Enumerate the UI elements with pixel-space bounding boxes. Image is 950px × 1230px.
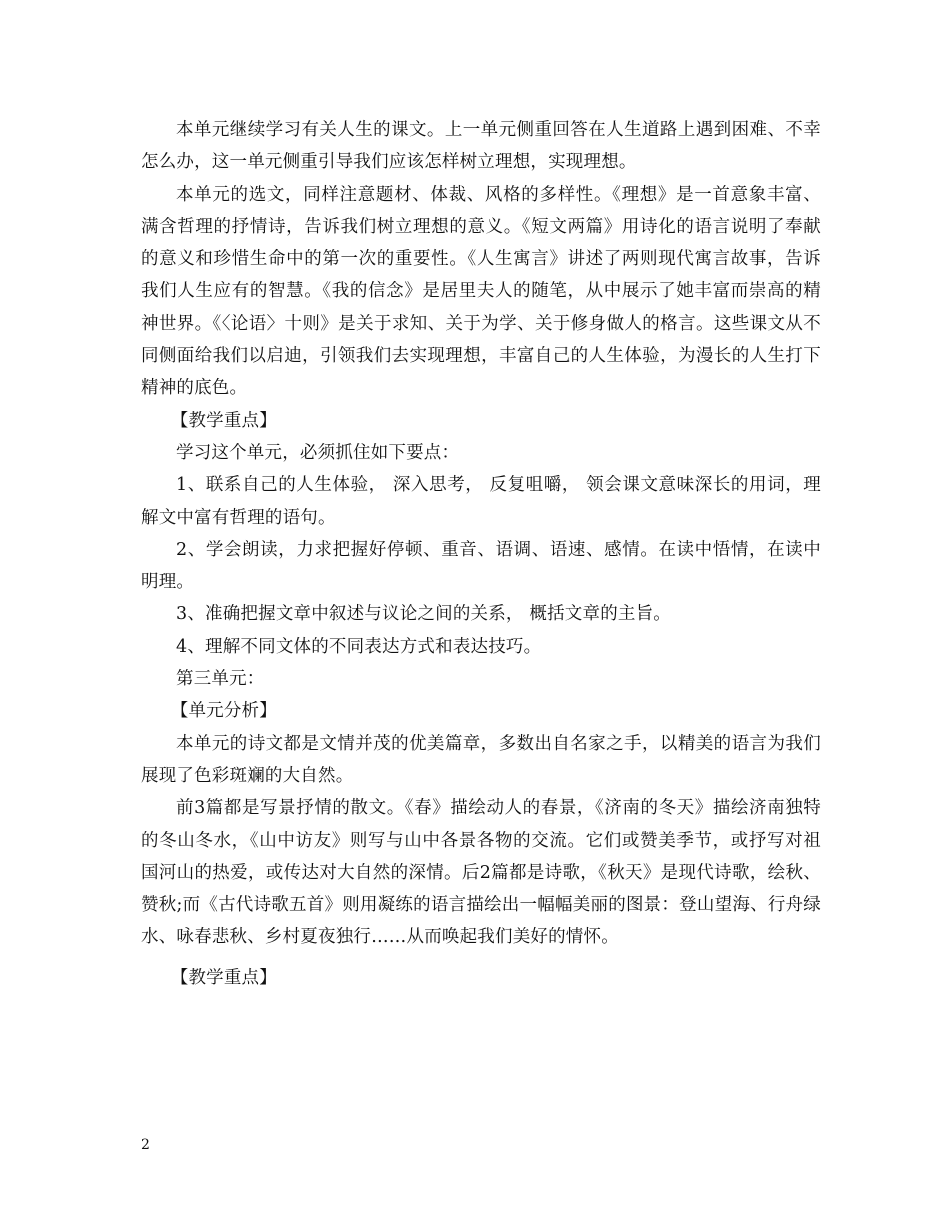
heading-teaching-focus-2: 【教学重点】	[170, 967, 277, 988]
paragraph-unit-intro: 本单元继续学习有关人生的课文。上一单元侧重回答在人生道路上遇到困难、不幸怎么办，这一单元侧重引导我们应该怎样树立理想，实现理想。	[141, 120, 821, 173]
paragraph-unit-three-intro: 本单元的诗文都是文情并茂的优美篇章，多数出自名家之手，以精美的语言为我们展现了色彩斑斓的大自然。	[141, 733, 821, 786]
paragraph-key-points-intro: 学习这个单元，必须抓住如下要点：	[176, 442, 460, 463]
page-content	[141, 114, 821, 994]
page-number: 2	[141, 1137, 150, 1153]
paragraph-selection-overview: 本单元的选文，同样注意题材、体裁、风格的多样性。《理想》是一首意象丰富、满含哲理的抒情诗，告诉我们树立理想的意义。《短文两篇》用诗化的语言说明了奉献的意义和珍惜生命中的第一次的重要性。《人生寓言》讲述了两则现代寓言故事，告诉我们人生应有的智慧。《我的信念》是居里夫人的随笔，从中展示了她丰富而崇高的精神世界。《〈论语〉十则》是关于求知、关于为学、关于修身做人的格言。这些课文从不同侧面给我们以启迪，引领我们去实现理想，丰富自己的人生体验，为漫长的人生打下精神的底色。	[141, 184, 821, 399]
heading-teaching-focus: 【教学重点】	[170, 410, 277, 431]
list-item-point-1: 1、联系自己的人生体验， 深入思考， 反复咀嚼， 领会课文意味深长的用词，理解文中富有哲理的语句。	[141, 475, 821, 528]
list-item-point-3: 3、准确把握文章中叙述与议论之间的关系， 概括文章的主旨。	[176, 604, 671, 625]
paragraph-unit-three-details: 前3篇都是写景抒情的散文。《春》描绘动人的春景，《济南的冬天》描绘济南独特的冬山冬水，《山中访友》则写与山中各景各物的交流。它们或赞美季节，或抒写对祖国河山的热爱，或传达对大自然的深情。后2篇都是诗歌，《秋天》是现代诗歌，绘秋、赞秋;而《古代诗歌五首》则用凝练的语言描绘出一幅幅美丽的图景：登山望海、行舟绿水、咏春悲秋、乡村夏夜独行……从而唤起我们美好的情怀。	[141, 798, 821, 948]
heading-unit-analysis: 【单元分析】	[170, 701, 277, 722]
section-title-unit-three: 第三单元：	[176, 669, 265, 690]
list-item-point-2: 2、学会朗读，力求把握好停顿、重音、语调、语速、感情。在读中悟情，在读中明理。	[141, 539, 821, 593]
list-item-point-4: 4、理解不同文体的不同表达方式和表达技巧。	[176, 636, 542, 657]
